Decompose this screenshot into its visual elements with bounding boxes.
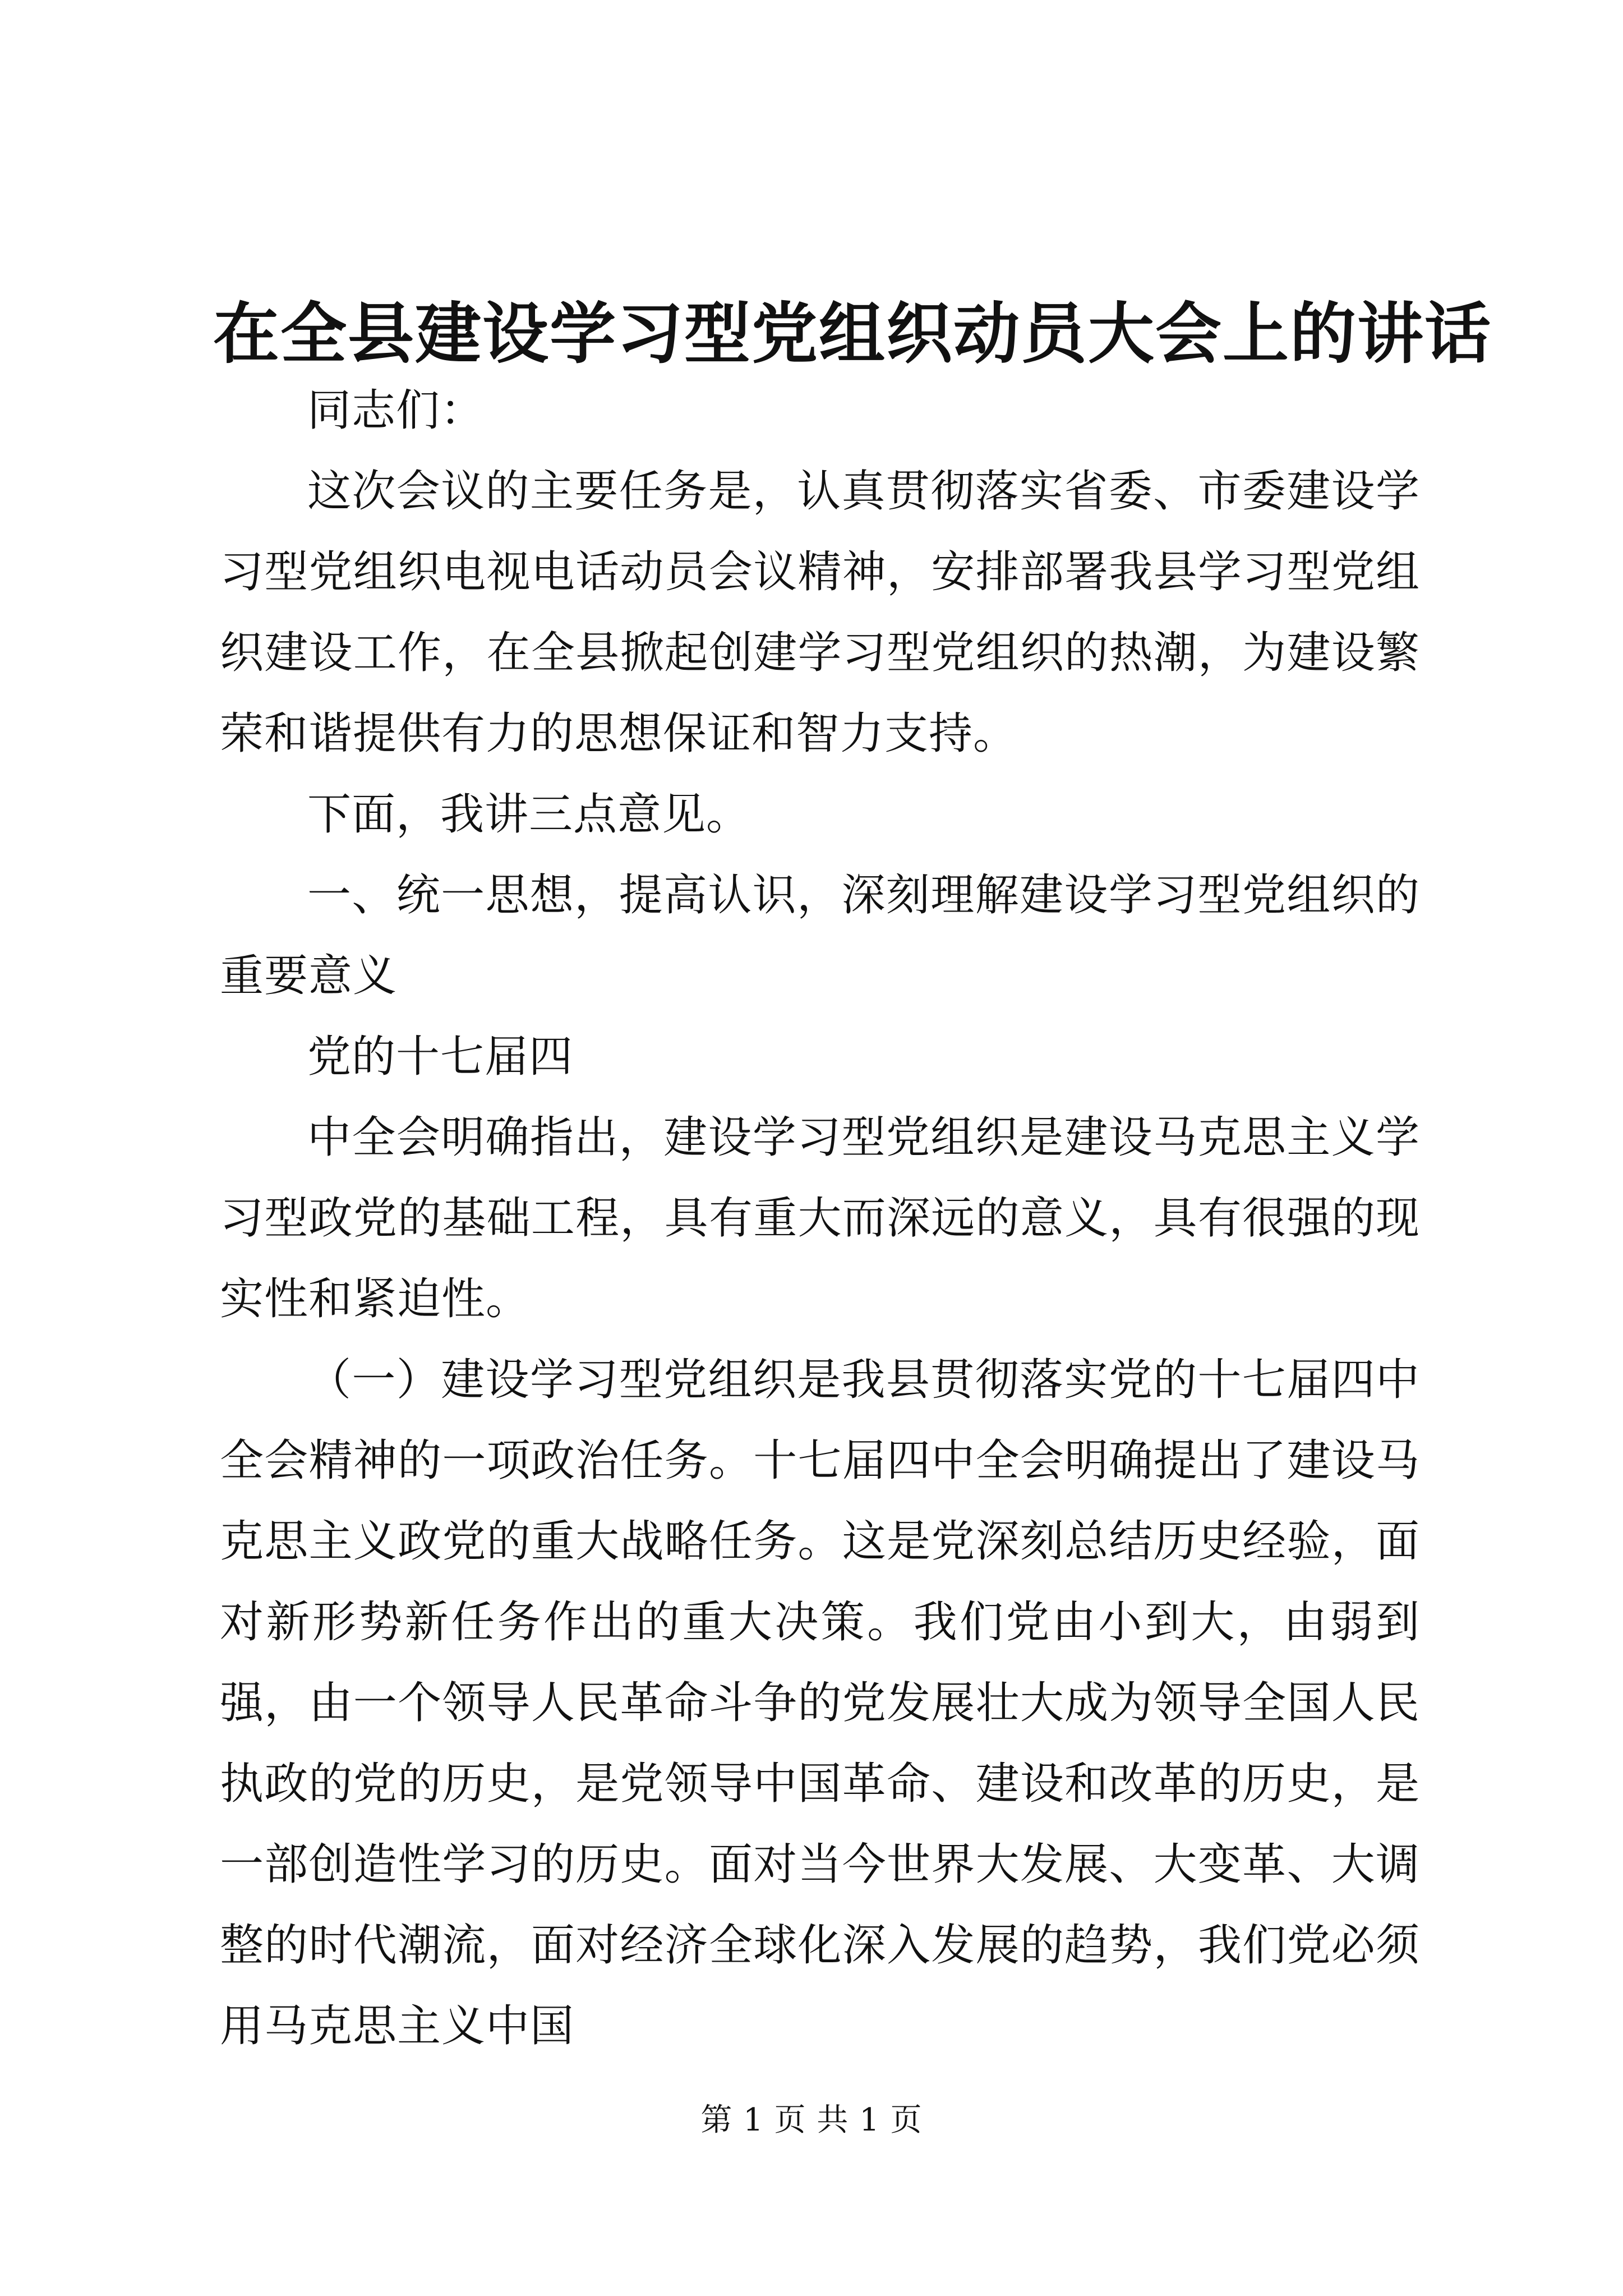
- document-body: [220, 370, 1420, 2067]
- paragraph-intro: 这次会议的主要任务是，认真贯彻落实省委、市委建设学习型党组织电视电话动员会议精神，安排部署我县学习型党组织建设工作，在全县掀起创建学习型党组织的热潮，为建设繁荣和谐提供有力的思想保证和智力支持。: [220, 466, 1420, 759]
- paragraph-salutation: 同志们：: [307, 385, 485, 436]
- document-title: 在全县建设学习型党组织动员大会上的讲话: [213, 295, 1492, 372]
- page-footer: 第 1 页 共 1 页: [700, 2102, 923, 2138]
- section-heading-1: 一、统一思想，提高认识，深刻理解建设学习型党组织的重要意义: [220, 870, 1420, 1001]
- paragraph-point-1: （一）建设学习型党组织是我县贯彻落实党的十七届四中全会精神的一项政治任务。十七届四中全会明确提出了建设马克思主义政党的重大战略任务。这是党深刻总结历史经验，面对新形势新任务作出的重大决策。我们党由小到大，由弱到强，由一个领导人民革命斗争的党发展壮大成为领导全国人民执政的党的历史，是党领导中国革命、建设和改革的历史，是一部创造性学习的历史。面对当今世界大发展、大变革、大调整的时代潮流，面对经济全球化深入发展的趋势，我们党必须用马克思主义中国: [220, 1355, 1420, 2051]
- paragraph-outline: 下面，我讲三点意见。: [307, 789, 751, 840]
- paragraph-fragment: 党的十七届四: [307, 1032, 574, 1082]
- paragraph-plenum: 中全会明确指出，建设学习型党组织是建设马克思主义学习型政党的基础工程，具有重大而深远的意义，具有很强的现实性和紧迫性。: [220, 1112, 1420, 1324]
